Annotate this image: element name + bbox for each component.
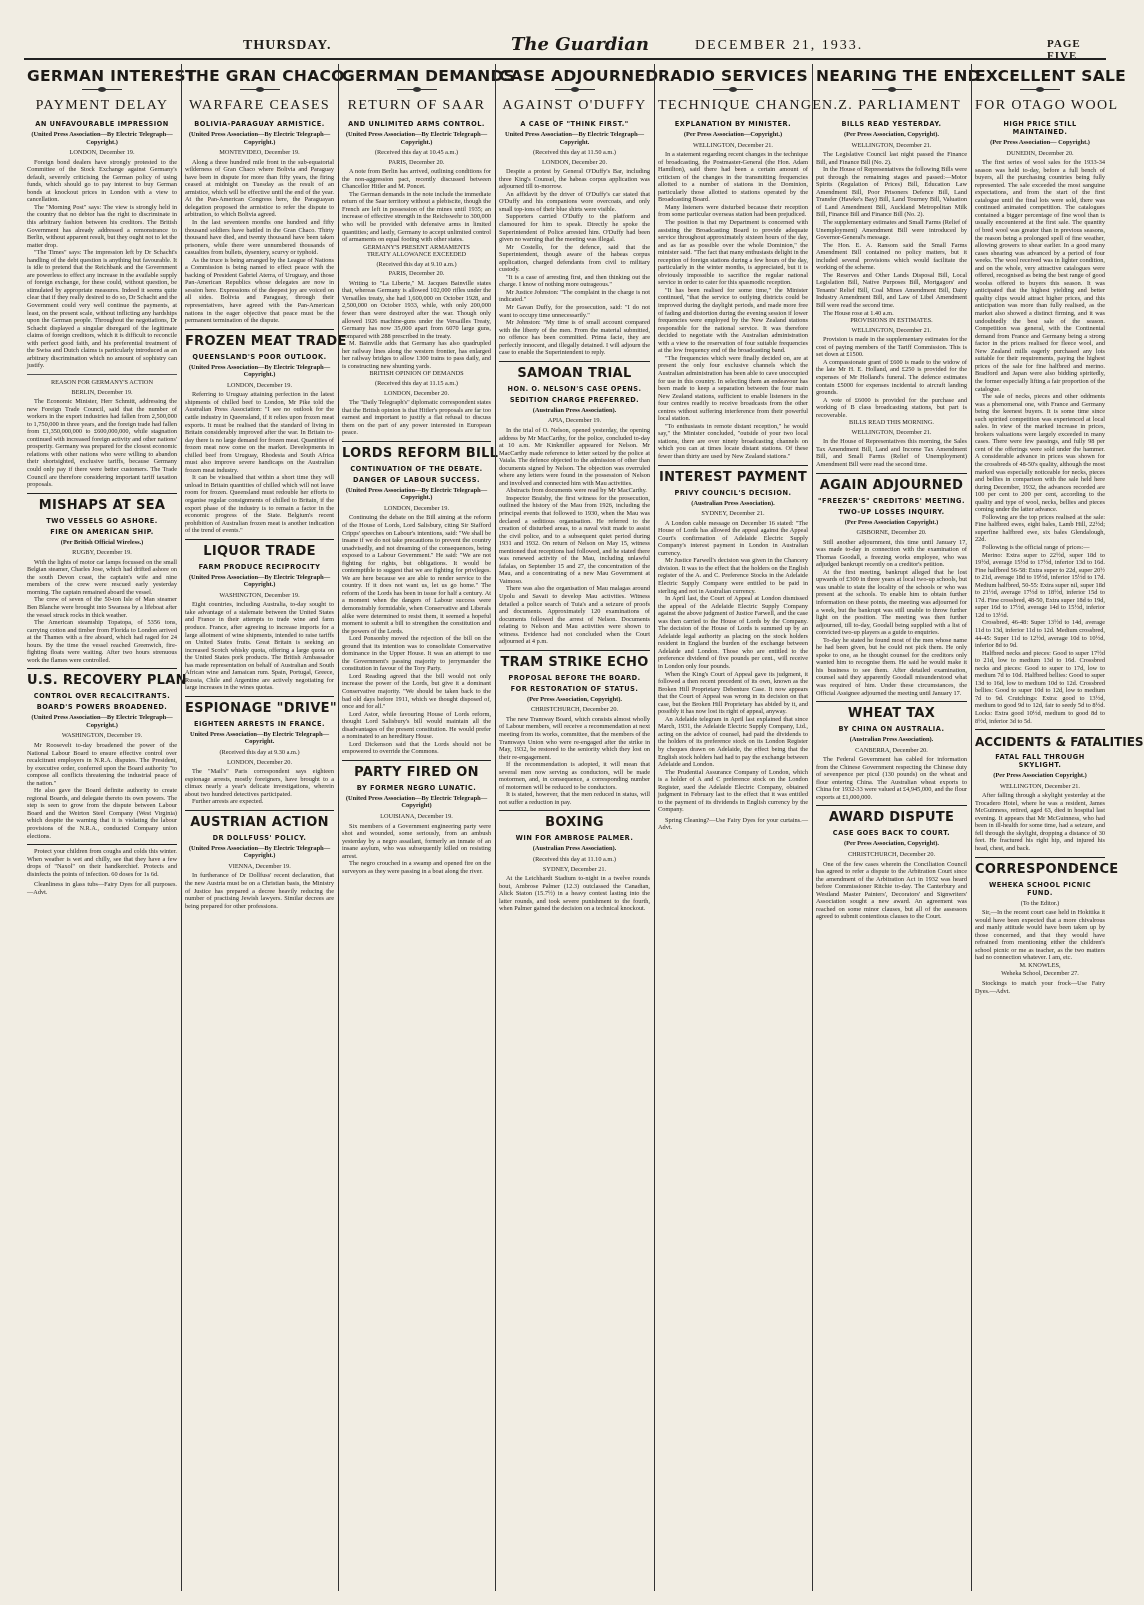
article-paragraph: A vote of £6000 is provided for the purchase and working of B class broadcasting stations, but part is recoverable. [816,396,967,419]
press-credit: (Australian Press Association). [532,406,617,414]
article-headline: TRAM STRIKE ECHO [500,654,649,670]
article-dateline: WELLINGTON, December 21. [851,326,932,334]
article-paragraph: Lord Astor, while favouring House of Lords reform, thought Lord Salisbury's bill would maintain all the disadvantages of the present constitution. He would prefer a nominated to an hereditary House. [342,710,491,741]
article-deck: DANGER OF LABOUR SUCCESS. [353,475,480,484]
classified-advert: Spring Cleaning?—Use Fairy Dyes for your curtains.—Advt. [658,816,808,832]
article-paragraph: Lord Dickenson said that the Lords should not be empowered to override the Commons. [342,740,491,756]
article-dateline: RUGBY, December 19. [72,549,132,557]
article-dateline: LONDON, December 20. [541,158,608,166]
article-paragraph: "The frequencies which were finally decided on, are at present the only four exclusive channels which the Australian administration has been able to cave unoccupied for use in this country. In selecting them an endeavour has been made to keep a separation between the four main New Zealand stations, sufficient to enable listeners in the four centres readily to receive broadcasts from the other centres without suffering interference from their powerful local station. [658,354,808,423]
article-paragraph: In the House of Representatives this morning, the Sales Tax Amendment Bill, Land and Income Tax Amendment Bill, and Small Farms (Relief of Unemployment) Amendment Bill were read the second time. [816,438,967,468]
article-subheadline: RETURN OF SAAR [347,98,486,113]
article-deck: FOR RESTORATION OF STATUS. [510,684,639,693]
article-paragraph: Following are the top prices realised at the sale: Fine halfbred ewes, eight bales, Lamb Hill, 22½d; superfine halfbred ewe, six bales Glendalough, 22d. [975,513,1105,544]
article-deck: BY FORMER NEGRO LUNATIC. [356,783,477,792]
article-paragraph: The supplementary estimates and Small Farms (Relief of Unemployment) Amendment Bill were introduced by Governor-General's message. [816,219,967,242]
article-dateline: GISBORNE, December 20. [856,529,927,537]
story-divider [342,760,491,761]
column-2 [183,64,347,1593]
masthead [0,0,1114,62]
column-3 [340,64,516,1593]
column-divider [181,64,182,1591]
article-headline: BOXING [545,815,604,831]
article-headline: ESPIONAGE "DRIVE" [185,700,337,716]
article-dateline: LONDON, December 20. [383,389,450,397]
story-divider [975,729,1105,730]
article-headline: ACCIDENTS & FATALITIES [975,735,1144,750]
article-paragraph: Referring to Uruguay attaining perfection in the latest shipments of chilled beef to London, Mr Pike told the Australian Press Association: "I see no outlook for the cattle industry in Queensland, if it relies upon frozen meat exports. It must be realised that the standard of living in Britain considerably improved after the war. In Britain to-day there is no large demand for frozen meat. Quantities of frozen meat now come on the market. Developments in chilled beef from Uruguay, Rhodesia and South Africa must also improve severe handicaps on the Australian frozen meat industry. [185,391,334,474]
article-paragraph: Crossbred, 46-48: Super 13½d to 14d, average 11d to 13d, inferior 11d to 12d. Medium crossbred, 44-45: Super 11d to 12½d, average 10d to 10½d, inferior 8d to 9d. [975,619,1105,650]
article-paragraph: "To enthusiasts in remote distant reception," he would say," the Minister concluded, "outside of your two local stations, there are over ninety broadcasting channels on which you can at times locate distant stations. Of these fewer than thirty are used by New Zealand stations." [658,422,808,460]
article-headline: FROZEN MEAT TRADE [185,333,347,349]
article-deck: WIN FOR AMBROSE PALMER. [515,834,634,843]
story-divider [27,844,177,845]
article-paragraph: Inspector Braisby, the first witness for the prosecution, outlined the history of the Mau from 1926, including the principal events that followed to 1930, when the Mau was declared a seditious organisation. He referred to the creation of disturbed areas, to a naval visit made to assist the civil police, and to a subsequent quiet period during 1931 and 1932. On return of Nelson on May 15, witness mentioned that receptions had followed, and he stated there was renewed activity of the Mau, including unlawful fafalas, on September 15 and 27, the concentration of the Mau, and a concentrating of a new Mau Government at Vaimoso. [499,494,650,585]
article-paragraph: The negro crouched in a swamp and opened fire on the surveyors as they were passing in a boat along the river. [342,860,491,875]
ornament-rule [713,89,753,90]
article-dateline: APIA, December 19. [547,417,602,425]
press-credit: (Per British Official Wireless.) [60,538,144,546]
article-dateline: VIENNA, December 19. [228,862,291,870]
article-subheading: BRITISH OPINION OF DEMANDS [369,370,464,378]
story-divider [816,805,967,806]
story-divider [27,493,177,494]
article-headline: EXCELLENT SALE [975,67,1127,85]
article-subheading: BILLS READ THIS MORNING. [849,419,934,427]
article-dateline: BERLIN, December 19. [71,388,133,396]
article-headline: NEARING THE END [816,67,981,85]
article-deck: SEDITION CHARGE PREFERRED. [509,395,640,404]
press-credit: (Australian Press Association). [849,736,934,744]
column-divider [495,64,496,1591]
story-divider [499,810,650,811]
article-headline: RADIO SERVICES [658,67,808,85]
article-paragraph: He also gave the Board definite authority to create regional Boards, and delegate thereto its own powers. The step is seen to grow from the dispute between Labour Board and the Weirton Steel Company (West Virginia) which despite the warning that it is violating the labour provisions of the N.R.A., conducted Company union elections. [27,787,177,840]
article-paragraph: As the truce is being arranged by the League of Nations a Commission is being named to effect peace with the backing of President Gabriel Aterra, of Uruguay, and those Pan-American Republics whose delegates are now in session here. Expressions of the deepest joy are voiced on all sides. Bolivia and Paraguay, through their representatives, have agreed with the Pan-American nations in the eager objective that peace must be the permanent termination of the dispute. [185,256,334,325]
column-5 [656,64,823,1593]
article-paragraph: A London cable message on December 16 stated: "The House of Lords has allowed the appeal against the Appeal Court's confirmation of Adelaide Electric Supply Company's interest payment in London in Australian currency. [658,519,808,557]
article-deck: A CASE OF "THINK FIRST." [520,120,629,128]
press-credit: (Australian Press Association). [532,845,617,853]
article-paragraph: The "Mail's" Paris correspondent says eighteen espionage arrests, mostly foreigners, have brought to a climax nearly a year's delicate investigations, wherein about two hundred detectives participated. [185,768,334,798]
article-headline: GERMAN INTEREST [27,67,197,85]
article-deck: EXPLANATION BY MINISTER. [674,120,792,128]
article-paragraph: Mr Johnston: "My time is of small account compared with the liberty of the men. From the material submitted, no offence has been committed. Prima facie, they are perfectly innocent, and illegally detained. I will adjourn the case to enable the Superintendent to reply. [499,319,650,357]
column-divider [654,64,655,1591]
article-paragraph: The American steamship Topatopa, of 5356 tons, carrying cotton and timber from Florida to London arrived at the Thames with a fire aboard, which had raged for 24 hours. By the time the vessel reached Greenwich, fire-fighting floats were waiting. After two hours strenuous work the flames were controlled. [27,619,177,664]
classified-advert: Protect your children from coughs and colds this winter. When weather is wet and chilly, see that they have a few drops of "Naxol" on their handkerchief. Protects and disinfects the points of infection. 60 doses for 1s 6d. [27,848,177,878]
article-deck: HON. O. NELSON'S CASE OPENS. [507,384,642,393]
article-paragraph: In April last, the Court of Appeal at London dismissed the appeal of the Adelaide Electric Supply Company against the above judgment of Justice Farwell, and the case was then carried to the House of Lords by the Company. The decision of the House of Lords is summed up by an Adelaide legal authority as placing on the stock holders resident in England the burden of the exchange between Adelaide and London. Those who are entitled to the preference dividend of five pounds per cent., will receive in London only four pounds. [658,595,808,670]
newspaper-title: The Guardian [511,34,649,55]
article-headline: MISHAPS AT SEA [38,497,166,513]
article-paragraph: If the recommendation is adopted, it will mean that several men now serving as conductors, will be made motormen, and, in consequence, a corresponding number of motormen will be reduced to be conductors. [499,761,650,791]
article-paragraph: When the King's Court of Appeal gave its judgment, it followed a then recent precedent of its own, known as the Broken Hill Proprietary Debenture Case. It now appears that the Court of Appeal was wrong in its decision on that case, but the Broken Hill Proprietary has abided by it, and possibly it has now lost its right of appeal, anyway. [658,670,808,716]
article-dateline: CHRISTCHURCH, December 20. [847,851,936,859]
article-paragraph: Mr Roosevelt to-day broadened the power of the National Labour Board to ensure effective control over recalcitrant employers in N.R.A. disputes. The President, by executive order, conferred upon the Board authority "to compose all conflicts threatening the industrial peace of the nation." [27,742,177,787]
article-dateline: CHRISTCHURCH, December 20. [530,706,619,714]
article-deck: PRIVY COUNCIL'S DECISION. [674,488,792,497]
article-deck: AND UNLIMITED ARMS CONTROL. [348,120,485,128]
press-credit: (United Press Association—By Electric Telegraph—Copyright.) [345,486,488,502]
article-paragraph: Merino: Extra super to 22½d, super 18d to 19½d, average 15½d to 17½d, inferior 13d to 16d. Fine halfbred 56-58: Extra super to 22d, super 20½ to 21d, average 18d to 19½d, inferior 15½d to 17d. Medium halfbred, 50-55: Extra super nil, super 18d to 21½d, average 17½d to 18½d, inferior 15d to 17d. Fine crossbred, 48-50, Extra super 18d to 19d, super 16d to 17½d, average 14d to 15½d, inferior 12d to 13½d. [975,551,1105,619]
page-number: PAGE FIVE [1047,38,1081,62]
article-paragraph: The "Daily Telegraph's" diplomatic correspondent states that the British opinion is that Hitler's proposals are far too earnest and important to justify a flat refusal to discuss them on the part of any power interested in European peace. [342,399,491,437]
article-deck: EIGHTEEN ARRESTS IN FRANCE. [193,719,326,728]
article-paragraph: Following is the official range of prices:— [982,543,1090,551]
press-credit: (United Press Association—By Electric Telegraph—Copyright.) [188,844,331,860]
press-credit: (Per Press Association Copyright.) [993,772,1087,780]
article-subheading: Weheka School, December 27. [1001,969,1079,977]
article-subheading: PROVISIONS IN ESTIMATES. [850,317,933,325]
article-dateline: (To the Editor.) [1020,899,1060,907]
article-subheadline: TECHNIQUE CHANGE [658,98,823,113]
article-paragraph: M. Bainville adds that Germany has also quadrupled her railway lines along the western frontier, has enlarged her railway bridges to allow 1300 trains to pass daily, and is constructing new shunting yards. [342,340,491,370]
article-dateline: (Received this day at 10.45 a.m.) [374,149,459,157]
article-paragraph: "It has been realised for some time," the Minister continued, "that the service to outlying districts could be improved during the daylight periods, and made more free of fading and distortion during the evening session if lower frequencies were employed by the New Zealand stations responsible for the national service. It was therefore decided to negotiate with the Australian administration with a view to the reservation of four suitable frequencies at the low frequency end of the broadcasting band. [658,286,808,355]
article-deck: CASE GOES BACK TO COURT. [832,829,951,838]
article-dateline: WASHINGTON, December 19. [61,732,143,740]
article-paragraph: Sir,—In the recent court case held in Hokitika it would have been expected that a more chivalrous and manly attitude would have been taken up by those concerned, and that they would have refrained from mentioning either the children's school picnic or me as teacher, as the two matters had no connection whatever. I am, etc. [975,909,1105,962]
story-divider [185,810,334,811]
classified-advert: Stockings to match your frock—Use Fairy Dyes.—Advt. [975,980,1105,995]
article-dateline: WELLINGTON, December 21. [851,428,932,436]
article-deck: "FREEZER'S" CREDITORS' MEETING. [818,496,965,505]
article-paragraph: Lord Ponsonby moved the rejection of the bill on the ground that its intention was to consolidate Conservative dominance in the Upper House. It was an attempt to use the Government's passing majority to jerrymander the constitution in favour of the Tory Party. [342,635,491,673]
article-deck: CONTINUATION OF THE DEBATE. [350,464,483,473]
article-paragraph: At the first meeting, bankrupt alleged that he lost upwards of £300 in three years at local two-up schools, but was unable to state the locality of the schools or who was present at the schools. To enable him to obtain further information on these points, the meeting was adjourned for a week, but the bankrupt was still unable to throw further light on the position. The meeting was then further adjourned, till to-day, Goodall being supplied with a list of convicted two-up players as a guide to enquiries. [816,568,967,637]
article-dateline: WELLINGTON, December 21. [851,141,932,149]
article-dateline: WELLINGTON, December 21. [1000,782,1080,790]
story-divider [342,441,491,442]
article-dateline: LOUISIANA, December 19. [380,813,453,821]
article-paragraph: Further arrests are expected. [192,798,264,806]
article-paragraph: An affidavit by the driver of O'Duffy's car stated that O'Duffy and his companions wore overcoats, and only small top-ions of their blue shirts were visible. [499,190,650,213]
column-6 [814,64,981,1593]
article-dateline: CANBERRA, December 20. [855,746,928,754]
article-paragraph: The Legislative Council last night passed the Finance Bill, and Finance Bill (No. 2). [816,151,967,166]
article-paragraph: There was also the organisation of Mau malagas around Upolu and Savaii to develop Mau activities. Witness detailed a police search of Tuia's and a seizure of proofs and documents. Approximately 120 examinations of documents followed the arrest of Nelson. Documents relating to Nelson and Mau activities were shown to witness. Evidence had not concluded when the Court adjourned at 4 p.m. [499,585,650,646]
story-divider [975,857,1105,858]
article-paragraph: Along a three hundred mile front in the sub-equatorial wilderness of Gran Chaco where Bolivia and Paraguay have been in dispute for more than fifty years, the firing ceased at midnight on Tuesday as the result of an armistice, which will be effective until the end of the year. At the Pan-American Congress here, the Paraguayan delegation proposed the armistice to refer the dispute to arbitration, to which Bolivia agreed. [185,158,334,219]
article-dateline: (Received this day at 9.10 a.m.) [376,260,457,268]
article-deck: FIRE ON AMERICAN SHIP. [50,527,154,536]
story-divider [816,701,967,702]
column-1 [25,64,197,1593]
press-credit: United Press Association—By Electric Telegraph—Copyright. [504,131,645,146]
article-subheading: REASON FOR GERMANY'S ACTION [50,378,154,386]
article-dateline: SYDNEY, December 21. [542,865,607,873]
masthead-day: THURSDAY. [243,38,332,53]
article-deck: WEHEKA SCHOOL PICNIC FUND. [988,880,1092,897]
masthead-date: DECEMBER 21, 1933. [695,38,864,53]
article-dateline: (Received this day at 11.50 a.m.) [532,149,616,157]
ornament-rule [1020,89,1060,90]
article-headline: GERMAN DEMANDS [342,67,516,85]
article-paragraph: Six members of a Government engineering party were shot and wounded, some seriously, from an ambush yesterday by a negro assailant, formerly an inmate of an insane asylum, who was subsequently killed on resisting arrest. [342,822,491,860]
article-dateline: WELLINGTON, December 21. [693,141,773,149]
article-headline: SAMOAN TRIAL [517,365,632,381]
article-headline: AUSTRIAN ACTION [190,814,329,830]
story-divider [499,650,650,651]
press-credit: (United Press Association—By Electric Telegraph—Copyright.) [188,363,331,379]
article-headline: AWARD DISPUTE [828,810,955,826]
article-deck: QUEENSLAND'S POOR OUTLOOK. [192,352,327,361]
article-paragraph: An Adelaide telegram in April last explained that since March, 1931, the Adelaide Electric Supply Company, Ltd., acting on the advice of counsel, had paid the dividends to the holders of its preference stock on its London Register by cheques drawn on Adelaide, the effect being that the English stock holders had had to pay the exchange between Adelaide and London. [658,715,808,769]
article-paragraph: Writing to "La Liberte," M. Jacques Bainville states that, whereas Germany is allowed 102,000 rifles under the Versailles treaty, she had 1,600,000 on October 1928, and 2,500,000 on October 1933, while, with only 200,000 fewer than were destroyed after the war. Though only allowed 1926 machine-guns under the Versailles Treaty, Germany has now 35,000 apart from 6070 large guns, compared with 288 prescribed in the treaty. [342,279,491,340]
article-headline: CORRESPONDENCE [975,861,1119,877]
article-dateline: LONDON, December 19. [69,149,135,157]
article-deck: HIGH PRICE STILL MAINTAINED. [1003,120,1077,136]
article-paragraph: The House rose at 1.40 a.m. [823,309,894,317]
story-divider [27,668,177,669]
article-deck: FARM PRODUCE RECIPROCITY [198,562,321,571]
article-subheadline: AGAINST O'DUFFY [502,98,647,113]
article-paragraph: Mr Justice Johnston: "The complaint in the charge is not indicated." [499,288,650,304]
press-credit: (United Press Association—By Electric Telegraph—Copyright.) [31,714,173,729]
article-paragraph: The sale of necks, pieces and other oddments was a phenomenal one, with France and Germany being the keenest buyers. It is some time since such spirited competition was experienced at local sales. In view of the marked increase in prices, brokers valuations were largely exceeded in many cases. There were few passings, and fully 98 per cent of the offerings were sold under the hammer. A considerable advance in prices was shown for the crossbreds of 48-50's quality, although the most marked was especially noticeable for necks, pieces and bellies in comparison with the sale held here during December, 1932, the advances recorded are 100 per cent to 200 per cent, according to the quality and type of wool, necks, bellies and pieces coming under the latter advance. [975,393,1105,514]
article-paragraph: Mr Gavan Duffy, for the prosecution, said: "I do not want to occupy time unnecessarily." [499,304,650,319]
story-divider [185,539,334,540]
story-divider [658,465,808,466]
article-paragraph: In the trial of O. Nelson, opened yesterday, the opening address by Mr MacCarthy, for the police, concluded to-day at 10 a.m. Mr Kinkmiller appeared for Nelson. Mr MacCarthy made reference to letter seized by the police at Vaiala. The defence objected to the admission of other than documents signed by Nelson. The objection was overruled where any letters were found in the possession of Nelson and involved and connected him with Mau activities. [499,426,650,487]
ornament-rule [240,89,280,90]
article-paragraph: A note from Berlin has arrived, outlining conditions for the non-aggression pact, recently discussed between Chancellor Hitler and M. Poncet. [342,168,491,191]
article-paragraph: Supporters carried O'Duffy to the platform and clamoured for him to speak. Directly he spoke the Superintendent of Police arrested him. O'Duffy had been given no warning that the meeting was illegal. [499,213,650,244]
article-dateline: (Received this day at 11.10 a.m.) [532,856,616,864]
article-paragraph: The new Tramway Board, which consists almost wholly of Labour members, will receive a recommendation at next meeting from its works, committee, that the members of the Tramways Union who were re-engaged after the strike in May, 1932, be restored to the seniority which they lost on their re-engagement. [499,715,650,761]
article-paragraph: Eight countries, including Australia, to-day sought to take advantage of a stalemate between the United States and France in their attempts to trade wine and farm produce. France, after agreeing to increase imports for a large allotment of wine shipments, intended to raise tariffs on United States fruits. Great Britain is seeking an increased Scotch whisky quota, offering a large quota on the United States pork products. The British Ambassador has made representation on behalf of Australian and South African wine and Jamaican rum. Spain, Portugal, Greece, Russia, Chile and Argentine are actively negotiating for large increases in the wines quotas. [185,601,334,692]
story-divider [185,329,334,330]
article-dateline: (Received this day at 9.30 a.m.) [219,749,300,756]
article-paragraph: Lord Reading agreed that the bill would not only increase the power of the Lords, but give it a dominant Conservative majority. "We should be taken back to the bad old days before 1911, which we thought disposed of, once and for all." [342,672,491,711]
article-deck: BOLIVIA-PARAGUAY ARMISTICE. [194,120,325,128]
article-paragraph: "It is a case of arresting first, and then thinking out the charge. I know of nothing more outrageous." [499,273,650,289]
article-paragraph: The German demands in the note include the immediate return of the Saar territory without a plebiscite, though the French are left in possession of the mines until 1935; an increase of effective strength in the Reichswehr to 300,000 who will be provided with defensive arms in limited quantities; and lastly, Germany to accept unlimited control of armaments on equal footing with other states. [342,190,491,244]
article-paragraph: One of the few cases wherein the Conciliation Council has agreed to refer a dispute to the Arbitration Court since the amendment of the Arbitration Act in 1932 was heard before Commissioner Ritchie to-day. The Canterbury and Westland Master Painters', Decorators' and Signwriters' Association sought a new award. An agreement was reached on some minor clauses, but all of the assessors agreed to submit contentious clauses to the Court. [816,860,967,921]
article-dateline: MONTEVIDEO, December 19. [219,149,300,157]
article-paragraph: Halfbred necks and pieces: Good to super 17½d to 21d, low to medium 13d to 16d. Crossbred necks and pieces: Good to super to 17d, low to medium 7d to 10d. Halfbred bellies: Good to super 13d to 16d, low to medium 10d to 12d. Crossbred bellies: Good to super 10d to 12d, low to medium 7d to 9d. Crutchings: Extra: good to 13½d, medium to good 9d to 12d, fair to seedy 5d to 8½d. Locks: Extra good 10½d, medium to good 8d to 8½d, inferior 3d to 5d. [975,649,1105,725]
article-paragraph: In a statement regarding recent changes in the technique of broadcasting, the Postmaster-General (the Hon. Adam Hamilton), said there had been a certain amount of criticism of the changes in the transmitting frequencies allotted to a number of stations in the Dominion, particularly those allotted to stations operated by the Broadcasting Board. [658,151,808,204]
article-paragraph: Mr Justice Farwell's decision was given in the Chancery division. It was to the effect that the holders on the English register of the A. and C. Preference Stocks in the Adelaide Electric Supply Company were entitled to be paid in sterling and not in Australian currency. [658,557,808,595]
article-dateline: LONDON, December 19. [383,504,450,512]
article-paragraph: The position is that my Department is concerned with assisting the Broadcasting Board to provide adequate service throughout approximately sixteen hours of the day, and as far as possible over the whole Dominion," the minister said. "The fact that many enthusiasts delight in the reception of foreign stations during a few hours of the day, particularly in the winter months, is appreciated, but it is obviously impossible to sacrifice the regular national service in order to cater for this spasmodic reception. [658,219,808,287]
press-credit: (Per Press Association Copyright.) [844,518,939,526]
article-deck: AN UNFAVOURABLE IMPRESSION [35,120,169,128]
press-credit: (United Press Association—By Electric Telegraph—Copyright.) [188,573,331,589]
article-dateline: LONDON, December 20. [226,758,293,766]
ornament-rule [82,89,122,90]
article-deck: BILLS READ YESTERDAY. [841,120,942,128]
press-credit: (United Press Association—By Electric Telegraph—Copyright.) [31,131,173,146]
press-credit: (United Press Association—By Electric Telegraph—Copyright.) [188,131,331,146]
article-paragraph: To-day he stated he found most of the men whose name he had been given, but he could not pick them. He only spoke to one, as he thought counsel for the creditors only wanted him to recognise them. He said he would make it his business to see them. After detailed examination, counsel said they apparently Goodall misunderstood what was required of him. Under these circumstances, the Official Assignee adjourned the meeting until January 17. [816,636,967,697]
story-divider [816,473,967,474]
masthead-rule [24,58,1106,60]
article-headline: LORDS REFORM BILL [342,445,499,461]
press-credit: (United Press Association—By Electric Telegraph—Copyright.) [345,131,488,146]
article-headline: PARTY FIRED ON [354,764,479,780]
article-dateline: WASHINGTON, December 19. [219,591,300,599]
article-deck: TWO-UP LOSSES INQUIRY. [838,507,945,516]
press-credit: (Per Press Association— Copyright.) [990,139,1090,146]
article-subheadline: WARFARE CEASES [188,98,331,113]
column-divider [338,64,339,1591]
article-paragraph: With the lights of motor car lamps focussed on the small Belgian steamer, Charles Jose, which had drifted ashore on the south Devon coast, the captain's wife and nine members of the crew were rescued early yesterday morning. The captain remained aboard the vessel. [27,558,177,596]
article-deck: BY CHINA ON AUSTRALIA. [838,725,945,734]
press-credit: (Per Press Association, Copyright). [843,840,940,848]
ornament-rule [872,89,912,90]
article-paragraph: Foreign bond dealers have strongly protested to the Committee of the Stock Exchange against Germany's default, severely criticising the German policy of using funds, which should go to pay interest to buy German bonds at knockout prices in London with a view to cancellation. [27,158,177,204]
article-dateline: SYDNEY, December 21. [701,510,765,518]
article-dateline: DUNEDIN, December 20. [1006,149,1074,157]
article-dateline: LONDON, December 19. [226,381,293,389]
article-deck: DR DOLLFUSS' POLICY. [212,833,307,842]
story-divider [185,696,334,697]
press-credit: (Per Press Association—Copyright.) [683,131,783,138]
article-paragraph: The Hon. E. A. Ransom said the Small Farms Amendment Bill contained no policy matters, but it included several provisions which would facilitate the working of the scheme. [816,241,967,272]
article-paragraph: In the last seventeen months one hundred and fifty thousand soldiers have battled in the Gran Chaco. Thirty thousand have died, and twenty thousand have been taken prisoners, while there were unnumbered thousands of casualties from bullets, dysentery, scurvy or typhoid. [185,219,334,257]
article-paragraph: The crew of seven of the 50-ton Isle of Man steamer Ben Blanche were brought into Swansea by a lifeboat after the vessel struck rocks in thick weather. [27,596,177,619]
article-deck: TWO VESSELS GO ASHORE. [46,516,158,525]
article-paragraph: Abstracts from documents were read by Mr MacCarthy. [506,487,647,495]
article-deck: PROPOSAL BEFORE THE BOARD. [508,673,641,682]
article-subheadline: N.Z. PARLIAMENT [821,98,962,113]
press-credit: (Per Press Association, Copyright). [843,131,940,138]
ornament-rule [555,89,595,90]
ornament-rule [397,89,437,90]
article-paragraph: In furtherance of Dr Dollfuss' recent declaration, that the new Austria must be on a Christian basis, the Ministry of Justice has prepared a decree heavily reducing the number of practising Jewish lawyers. Similar decrees are being prepared for other professions. [185,872,334,910]
article-deck: FATAL FALL THROUGH SKYLIGHT. [995,753,1085,770]
article-paragraph: "The Times" says: The impression left by Dr Schacht's handling of the debt question is anything but favourable. It is idle to pretend that the Reichbank and the Government are powerless to effect any increase in the available supply of foreign exchange, for these could, without question, be stimulated by appropriate measures. Indeed it seems quite clear that if they really desired to do so, Dr Schacht and the Government could very well continue the payments, at least, on the present scale, without inflicting any hardships upon the German people. Throughout the negotiations, Dr Schacht displayed a singular disregard of the legitimate claims of foreign creditors, which it is difficult to reconcile with perfect good faith, and his preferential treatment of the Swiss and Dutch claims is particularly introduced as an arbitrary discrimination which no amount of sophistry can justify. [27,249,177,370]
column-divider [812,64,813,1591]
article-dateline: PARIS, December 20. [388,270,445,278]
column-4 [497,64,659,1593]
press-credit: (Per Press Association, Copyright). [526,695,623,703]
section-rule [27,374,177,375]
article-paragraph: At the Leichhardt Stadium to-night in a twelve rounds bout, Ambrose Palmer (12.3) outclassed the Canadian, Alick Staton (15.7½) in a heavy contest lasting into the latter rounds, and took severe punishment to the fourth, when Palmer gained the decision on a technical knockout. [499,875,650,913]
press-credit: (Australian Press Association). [691,499,775,507]
article-paragraph: After falling through a skylight yesterday at the Trocadero Hotel, where he was a resident, James McGuinness, retired, aged 63, died in hospital last evening. It appears that Mr McGuinness, who had been in ill-health for some time, had a seizure, and fell through the skylight, dropping a distance of 30 feet. He fractured his right hip, and injured his head, chest, and back. [975,792,1105,853]
article-paragraph: The Economic Minister, Herr Schmitt, addressing the new Foreign Trade Council, said that the number of workers in the export industries had fallen from 2,500,000 to 1,750,000 in three years, and the foreign trade had fallen from £1,350,000,000 to £600,000,000, while stagnation continued with increased foreign activity and other nations' prosperity. Germany was prepared for the closest economic relations with other nations who were willing to abandon their shortsighted, exclusive tariffs, because Germany could only pay if there were better customers. The Trade Council are therefore considering important tariff taxation proposals. [27,398,177,489]
press-credit: (United Press Association—By Electric Telegraph—Copyright) [345,794,488,810]
article-subheadline: FOR OTAGO WOOL [975,98,1119,113]
article-paragraph: It can be visualised that within a short time they will unload in Britain quantities of chilled which will not leave room for frozen. Queensland must redouble her efforts to organise regular consignments of chilled to Britain, if the export phase of the industry is to remain a factor in the economic progress of the State. Belgium's recent prohibition of Australian frozen meat is another indication of the trend of events." [185,474,334,535]
article-dateline: (Received this day at 11.15 a.m.) [374,379,458,387]
article-headline: LIQUOR TRADE [203,543,316,559]
article-paragraph: A compassionate grant of £600 is made to the widow of the late Mr H. E. Holland, and £250 is provided for the expenses of Mr Holland's funeral. The defence estimates contain £5000 for expenses incidental to aircraft landing grounds. [816,358,967,397]
article-paragraph: Still another adjournment, this time until January 17, was made to-day in connection with the examination of Thomas Goodall, a freezing works employee, who was adjudged bankrupt recently on a creditor's petition. [816,538,967,569]
article-headline: WHEAT TAX [847,706,936,722]
article-paragraph: The "Morning Post" says: The view is strongly held in the country that no debtor has the right to discriminate in this arbitrary fashion between his creditors. The British Government has already addressed a remonstrance to Berlin, without apparent result, but they ought not to let the matter drop. [27,203,177,249]
article-subheadline: PAYMENT DELAY [35,98,169,113]
article-paragraph: The first series of wool sales for the 1933-34 season was held to-day, before a full bench of buyers, all the purchasing countries being fully represented. The sale exceeded the most sanguine expectations, and from the start of the first catalogue until the final lots were sold, there was continued animated competition. The catalogues contained a bigger percentage of fine wool than is usually encountered at the first sale. The quantity of bred wool was greater than in previous seasons, the reason being a prolonged spell of fine weather, allowing growers to shear earlier. In a good many cases shearing was advanced by a period of four weeks. The wool received was in lighter condition, and on the whole, very attractive catalogues were offered, recognised as being the best range of good woolss offered to buyers this season. It was anticipated that the highest yielding and better quality clips would attract higher prices, and this anticipation was more than fully realised, as the market also showed a distinct firming, and it was undoubtedly the best sale of the season. Competition was general, with the Continental demand from France and Germany being a strong factor in the prices realised for fleece wool, and New Zealand mills eagerly purchased any lots suitable for their requirements, paying the highest prices of the sale for fine halfbred and merino. Bradford and Japan were also bidding spiritedly, the former especially lifting a fair proportion of the catalogue. [975,159,1105,393]
article-paragraph: Mr Costello, for the defence, said that the Superintendent, though aware of the habeas corpus application, charged defendants from civil to military custody. [499,243,650,274]
article-paragraph: In the House of Representatives the following Bills were put through the remaining stages and passed:—Motor Spirits (Regulation of Prices) Bill, Education Law Amendment Bill, Poor Prisoners Defence Bill, Land Transfer (Hawke's Bay) Bill, Land Tourney Bill, Valuation of Land Amendment Bill, Auckland Metropolitan Milk Bill, Finance Bill and Finance Bill (No. 2). [816,166,967,219]
article-headline: CASE ADJOURNED [499,67,659,85]
article-paragraph: It is stated, however, that the men reduced in status, will not suffer a reduction in pay. [499,791,650,806]
article-headline: AGAIN ADJOURNED [819,477,964,493]
article-paragraph: Continuing the debate on the Bill aiming at the reform of the House of Lords, Lord Salisbury, citing Sir Stafford Cripps' speeches on Labour's intentions, said: "We shall be insane if we do not take precautions to prevent the country unadvisedly, and not dreaming of the consequences, being exposed to a Labour Government." He said: "We are not fighting for rights, but obligations. It would be contemptible to suggest that we are fighting for privileges. We are here because we are able to render service to the country. If it does not want us, let us go home." The reform of the Lords has been in issue for half a century. At a moment when the dangers of Labour success were demonstrably formidable, when Conservative and Liberals alike were determined to resist them, it seemed a hopeful moment to submit a bill to strengthen the constitution and the powers of the Lords. [342,514,491,635]
article-paragraph: The Prudential Assurance Company of London, which is a holder of A and C preference stock on the London Register, sued the Adelaide Electric Company, obtained judgment in February last to the effect that it was entitled to the payment of its dividends in English currency by the Company. [658,768,808,814]
article-paragraph: Provision is made in the supplementary estimates for the cost of paying members of the Tariff Commission. This is set down at £1500. [816,336,967,359]
column-divider [971,64,972,1591]
column-7 [973,64,1144,1593]
article-paragraph: Many listeners were disturbed because their reception from some particular overseas station had been prejudiced. [658,203,808,219]
story-divider [499,361,650,362]
press-credit: United Press Association—By Electric Telegraph—Copyright. [189,730,330,746]
article-subheading: TREATY ALLOWANCE EXCEEDED [366,251,467,259]
article-subheading: GERMANY'S PRESENT ARMAMENTS [363,243,470,251]
article-paragraph: The Reserves and Other Lands Disposal Bill, Local Legislation Bill, Native Purposes Bill, Mortgagors' and Tenants' Relief Bill, Coal Mines Amendment Bill, Dairy Industry Amendment Bill, and Law of Libel Amendment Bill were read the second time. [816,271,967,310]
article-headline: INTEREST PAYMENT [658,469,808,485]
article-paragraph: Despite a protest by General O'Duffy's Bar, including three King's Counsel, the habeas corpus application was adjourned till to-morrow. [499,168,650,191]
article-headline: U.S. RECOVERY PLAN [27,673,187,689]
article-paragraph: The Federal Government has cabled for information from the Chinese Government respecting the Chinese duty of sevenpence per picul (130 pounds) on the wheat and flour entering China. The Australian wheat exports to China for 1932-33 were valued at £4,945,000, and the flour exports at £1,000,000. [816,756,967,801]
article-headline: THE GRAN CHACO [185,67,345,85]
article-dateline: PARIS, December 20. [388,158,445,166]
classified-advert: Cleanliness in glass tubs—Fairy Dyes for all purposes.—Advt. [27,881,177,896]
article-deck: BOARD'S POWERS BROADENED. [36,703,168,712]
article-deck: CONTROL OVER RECALCITRANTS. [33,692,171,701]
article-subheading: M. KNOWLES, [1019,961,1061,969]
